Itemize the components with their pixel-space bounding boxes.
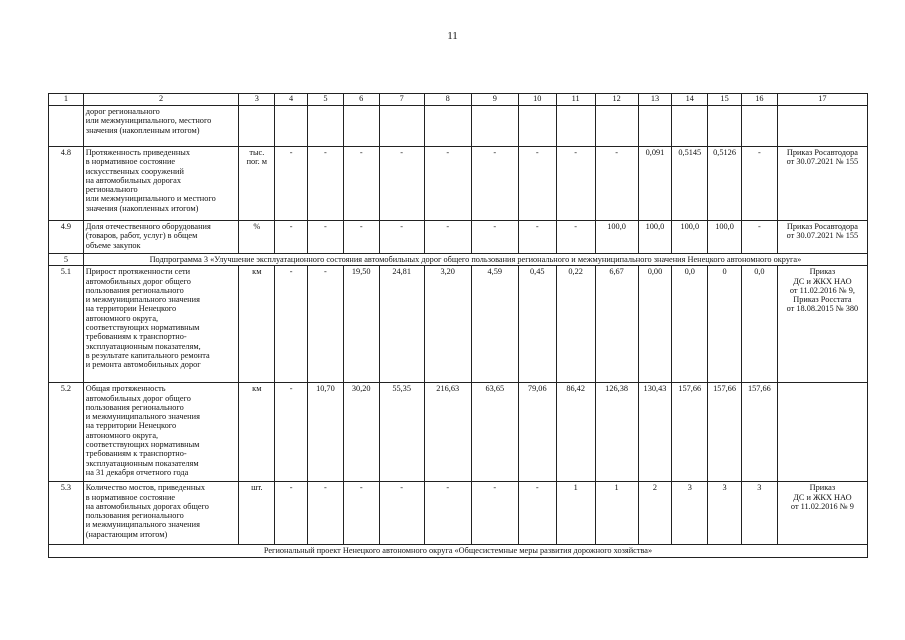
unit-cell <box>239 147 275 221</box>
row-number-cell <box>49 106 84 147</box>
source-document: Приказ Росавтодора от 30.07.2021 № 155 <box>786 222 859 241</box>
column-header: 11 <box>556 94 595 106</box>
indicator-name: Протяженность приведенных в нормативное состояние искусственных сооружений на автомобильных дорогах регионального или межмуниципального и местного значения (накопленных итогом) <box>85 148 216 213</box>
source-cell <box>777 383 867 482</box>
value-cell: 0,0 <box>672 266 708 383</box>
value-cell: 0,00 <box>638 266 672 383</box>
value-cell <box>424 106 471 147</box>
indicator-name-cell <box>83 482 239 545</box>
value-cell: - <box>741 221 777 254</box>
value-cell: 1 <box>556 482 595 545</box>
column-header: 3 <box>239 94 275 106</box>
value-cell: 6,67 <box>595 266 638 383</box>
unit-cell <box>239 266 275 383</box>
unit: км <box>252 384 262 394</box>
indicator-name-cell <box>83 383 239 482</box>
value-cell: 0,0 <box>741 266 777 383</box>
column-header: 1 <box>49 94 84 106</box>
value-cell <box>672 106 708 147</box>
value-cell: - <box>307 147 343 221</box>
column-header: 4 <box>275 94 308 106</box>
row-number: 4.9 <box>49 221 84 254</box>
indicator-name-cell <box>83 266 239 383</box>
value-cell: - <box>275 266 308 383</box>
indicator-name: Количество мостов, приведенных в нормативное состояние на автомобильных дорогах общего пользования регионального и межмуниципального значения (нарастающим итогом) <box>85 483 209 539</box>
value-cell: 126,38 <box>595 383 638 482</box>
table-row-5-1 <box>49 266 868 383</box>
value-cell: - <box>471 147 518 221</box>
value-cell: - <box>307 266 343 383</box>
source-document: Приказ Росавтодора от 30.07.2021 № 155 <box>786 148 859 167</box>
source-document: Приказ ДС и ЖКХ НАО от 11.02.2016 № 9 <box>790 483 854 511</box>
source-cell <box>777 482 867 545</box>
column-header: 9 <box>471 94 518 106</box>
value-cell: 24,81 <box>379 266 424 383</box>
value-cell: - <box>741 147 777 221</box>
value-cell: 130,43 <box>638 383 672 482</box>
column-header: 14 <box>672 94 708 106</box>
column-header: 15 <box>708 94 742 106</box>
value-cell: - <box>595 147 638 221</box>
row-number: 4.8 <box>49 147 84 221</box>
value-cell: - <box>556 147 595 221</box>
value-cell: 216,63 <box>424 383 471 482</box>
indicator-name-cell <box>83 147 239 221</box>
value-cell <box>307 106 343 147</box>
unit-cell <box>239 221 275 254</box>
source-cell <box>777 266 867 383</box>
value-cell: 3,20 <box>424 266 471 383</box>
unit-cell <box>239 383 275 482</box>
indicators-table <box>48 93 868 558</box>
column-header: 10 <box>518 94 556 106</box>
value-cell: - <box>275 147 308 221</box>
indicator-name: дорог регионального или межмуниципального, местного значения (накопленным итогом) <box>85 107 212 135</box>
value-cell: - <box>518 147 556 221</box>
source-cell <box>777 221 867 254</box>
unit: км <box>252 267 262 277</box>
source-document: Приказ ДС и ЖКХ НАО от 11.02.2016 № 9, Приказ Росстата от 18.08.2015 № 380 <box>786 267 859 314</box>
value-cell: 86,42 <box>556 383 595 482</box>
value-cell: - <box>307 482 343 545</box>
value-cell: - <box>343 482 379 545</box>
section-number: 5 <box>49 254 84 266</box>
value-cell: - <box>343 147 379 221</box>
value-cell: - <box>424 221 471 254</box>
value-cell: - <box>379 482 424 545</box>
table-row-4-8 <box>49 147 868 221</box>
value-cell: 4,59 <box>471 266 518 383</box>
unit: тыс. пог. м <box>246 148 268 167</box>
value-cell: 0 <box>708 266 742 383</box>
table-row-5-2 <box>49 383 868 482</box>
source-cell <box>777 106 867 147</box>
value-cell: 157,66 <box>708 383 742 482</box>
unit-cell <box>239 106 275 147</box>
regional-project-row <box>49 545 868 558</box>
value-cell: 3 <box>672 482 708 545</box>
column-number-row <box>49 94 868 106</box>
value-cell: - <box>424 147 471 221</box>
value-cell: 100,0 <box>638 221 672 254</box>
value-cell: 100,0 <box>595 221 638 254</box>
value-cell: - <box>379 221 424 254</box>
unit: % <box>253 222 261 231</box>
value-cell: - <box>424 482 471 545</box>
unit: шт. <box>251 483 263 493</box>
value-cell <box>518 106 556 147</box>
value-cell <box>595 106 638 147</box>
value-cell: 0,5145 <box>672 147 708 221</box>
value-cell: 0,45 <box>518 266 556 383</box>
column-header: 12 <box>595 94 638 106</box>
value-cell <box>379 106 424 147</box>
indicator-name: Общая протяженность автомобильных дорог общего пользования регионального и межмуниципального значения на территории Ненецкого автономного округа, соответствующих нормативным требованиям к транспортно- эксплуатационным показателям на 31 декабря отчетного года <box>85 384 200 477</box>
value-cell: 30,20 <box>343 383 379 482</box>
value-cell <box>708 106 742 147</box>
column-header: 16 <box>741 94 777 106</box>
value-cell <box>343 106 379 147</box>
value-cell: 3 <box>741 482 777 545</box>
source-cell <box>777 147 867 221</box>
value-cell: 100,0 <box>672 221 708 254</box>
value-cell <box>638 106 672 147</box>
page-number: 11 <box>447 30 458 42</box>
value-cell: - <box>275 482 308 545</box>
table-row-5-3 <box>49 482 868 545</box>
value-cell: 3 <box>708 482 742 545</box>
value-cell <box>741 106 777 147</box>
value-cell <box>275 106 308 147</box>
column-header: 2 <box>83 94 239 106</box>
indicator-name: Доля отечественного оборудования (товаров, работ, услуг) в общем объеме закупок <box>85 222 211 250</box>
value-cell: - <box>471 482 518 545</box>
value-cell: 0,091 <box>638 147 672 221</box>
value-cell: 19,50 <box>343 266 379 383</box>
column-header: 5 <box>307 94 343 106</box>
section-row-5 <box>49 254 868 266</box>
value-cell: 10,70 <box>307 383 343 482</box>
value-cell: 157,66 <box>672 383 708 482</box>
value-cell: - <box>471 221 518 254</box>
value-cell: - <box>275 383 308 482</box>
table-row-4-9 <box>49 221 868 254</box>
column-header: 7 <box>379 94 424 106</box>
value-cell: - <box>307 221 343 254</box>
value-cell: 63,65 <box>471 383 518 482</box>
value-cell <box>471 106 518 147</box>
unit-cell <box>239 482 275 545</box>
column-header: 13 <box>638 94 672 106</box>
column-header: 8 <box>424 94 471 106</box>
row-number: 5.3 <box>49 482 84 545</box>
value-cell: - <box>379 147 424 221</box>
value-cell: 0,5126 <box>708 147 742 221</box>
value-cell: 79,06 <box>518 383 556 482</box>
section-title: Подпрограмма 3 «Улучшение эксплуатационного состояния автомобильных дорог общего пользования регионального и межмуниципального значения Ненецкого автономного округа» <box>83 254 867 266</box>
regional-project-title: Региональный проект Ненецкого автономного округа «Общесистемные меры развития дорожного хозяйства» <box>49 545 868 558</box>
indicator-name-cell <box>83 221 239 254</box>
value-cell: 0,22 <box>556 266 595 383</box>
value-cell: 100,0 <box>708 221 742 254</box>
value-cell: - <box>343 221 379 254</box>
value-cell: 157,66 <box>741 383 777 482</box>
column-header: 17 <box>777 94 867 106</box>
indicator-name: Прирост протяженности сети автомобильных дорог общего пользования регионального и межмуниципального значения на территории Ненецкого автономного округа, соответствующих нормативным требованиям к транспортно- эксплуатационным показателям, в результате капитального ремонта и ремонта автомобильных дорог <box>85 267 210 370</box>
table-row-continuation <box>49 106 868 147</box>
value-cell: - <box>518 221 556 254</box>
value-cell: 2 <box>638 482 672 545</box>
value-cell: 55,35 <box>379 383 424 482</box>
indicator-name-cell <box>83 106 239 147</box>
row-number: 5.2 <box>49 383 84 482</box>
column-header: 6 <box>343 94 379 106</box>
value-cell: - <box>275 221 308 254</box>
row-number: 5.1 <box>49 266 84 383</box>
value-cell: - <box>518 482 556 545</box>
value-cell: 1 <box>595 482 638 545</box>
value-cell <box>556 106 595 147</box>
value-cell: - <box>556 221 595 254</box>
